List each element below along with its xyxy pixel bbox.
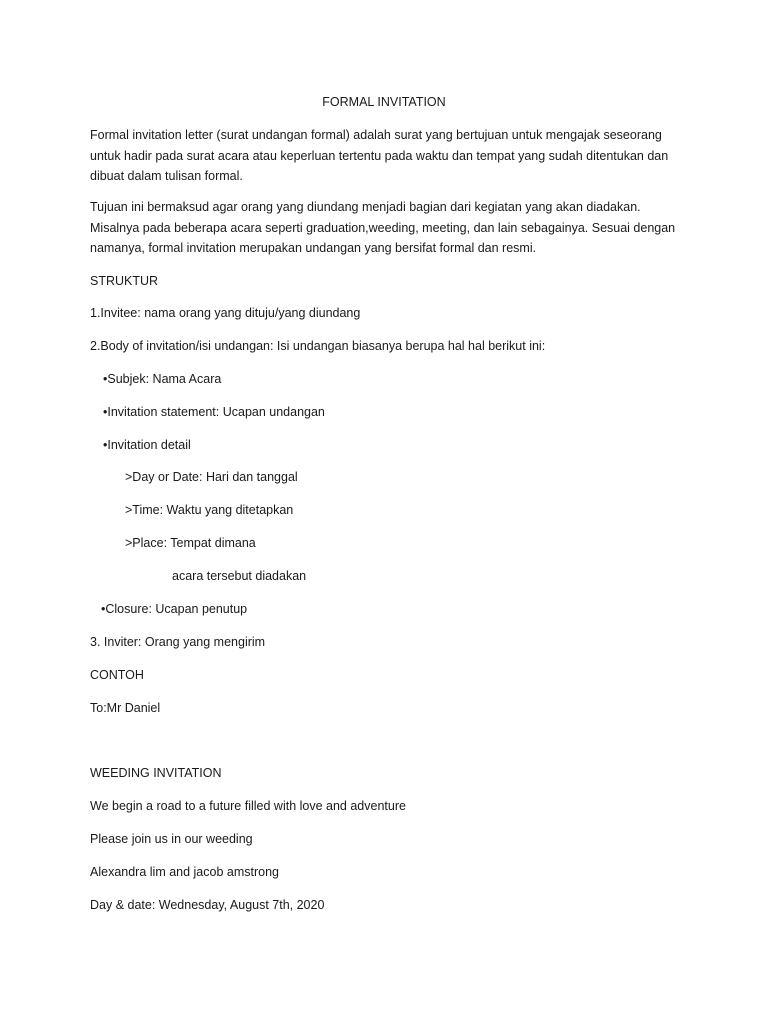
example-recipient: To:Mr Daniel <box>90 701 161 715</box>
structure-heading: STRUKTUR <box>90 274 159 288</box>
bullet-invitation-statement: •Invitation statement: Ucapan undangan <box>103 405 325 419</box>
bullet-closure: •Closure: Ucapan penutup <box>101 602 248 616</box>
structure-item-inviter: 3. Inviter: Orang yang mengirim <box>90 635 266 649</box>
example-line-1: We begin a road to a future filled with love and adventure <box>90 799 406 813</box>
structure-item-body: 2.Body of invitation/isi undangan: Isi undangan biasanya berupa hal hal berikut ini: <box>90 339 546 353</box>
example-line-4: Day & date: Wednesday, August 7th, 2020 <box>90 898 325 912</box>
example-heading: CONTOH <box>90 668 144 682</box>
purpose-paragraph: Tujuan ini bermaksud agar orang yang diundang menjadi bagian dari kegiatan yang akan diadakan. Misalnya pada beberapa acara seperti graduation,weeding, meeting, dan lain sebagainya. Sesuai dengan namanya, formal invitation merupakan undangan yang bersifat formal dan resmi. <box>90 200 676 255</box>
example-invitation-title: WEEDING INVITATION <box>90 766 222 780</box>
bullet-invitation-detail: •Invitation detail <box>103 438 191 452</box>
intro-paragraph: Formal invitation letter (surat undangan formal) adalah surat yang bertujuan untuk mengajak seseorang untuk hadir pada surat acara atau keperluan tertentu pada waktu dan tempat yang sudah ditentukan dan dibuat dalam tulisan formal. <box>90 128 669 183</box>
detail-place: >Place: Tempat dimana <box>125 536 256 550</box>
example-line-2: Please join us in our weeding <box>90 832 253 846</box>
detail-place-continued: acara tersebut diadakan <box>172 569 307 583</box>
bullet-subject: •Subjek: Nama Acara <box>103 372 222 386</box>
structure-item-invitee: 1.Invitee: nama orang yang dituju/yang diundang <box>90 306 361 320</box>
document-title: FORMAL INVITATION <box>322 95 446 109</box>
detail-time: >Time: Waktu yang ditetapkan <box>125 503 294 517</box>
detail-day-date: >Day or Date: Hari dan tanggal <box>125 470 298 484</box>
example-line-3: Alexandra lim and jacob amstrong <box>90 865 279 879</box>
